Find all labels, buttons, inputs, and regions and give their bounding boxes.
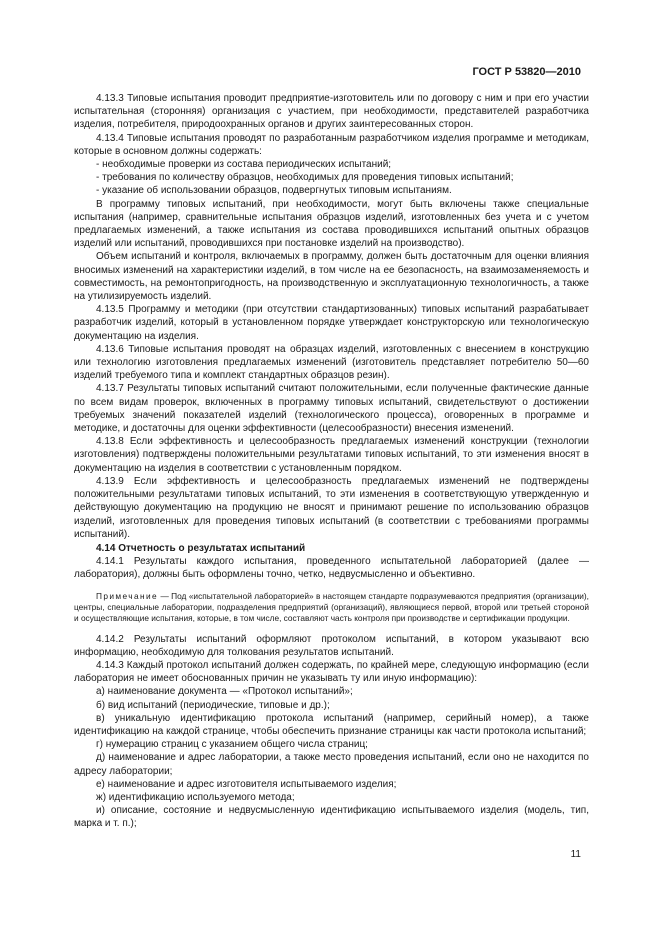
list-item: ж) идентификацию используемого метода; [96,791,295,803]
paragraph-4-13-3: 4.13.3 Типовые испытания проводит предприятие-изготовитель или по договору с ним и при его участии испытательная (сторонняя) организация с участием, при необходимости, представителей разработчика изделия, потребителя, природоохранных органов и других заинтересованных сторон. [74,93,589,131]
list-item: - требования по количеству образцов, необходимых для проведения типовых испытаний; [96,172,514,184]
list-item: е) наименование и адрес изготовителя испытываемого изделия; [96,778,397,790]
list-item: д) наименование и адрес лаборатории, а также место проведения испытаний, если оно не находится по адресу лаборатории; [74,752,589,777]
paragraph-4-14-2: 4.14.2 Результаты испытаний оформляют протоколом испытаний, в котором указывают всю информацию, необходимую для толкования результатов испытаний. [74,633,589,658]
paragraph-program-scope: В программу типовых испытаний, при необходимости, могут быть включены также специальные испытания (например, сравнительные испытания образцов изделий, изготовленных без учета и с учетом предлагаемых изменений, а также испытания из состава проводившихся испытаний опытных образцов изделий или испытаний, проводившихся при постановке изделий на производство). [74,198,589,250]
paragraph-4-13-6: 4.13.6 Типовые испытания проводят на образцах изделий, изготовленных с внесением в конструкцию или технологию изготовления предлагаемых изменений (изготовитель представляет потребителю 50—60 изделий требуемого типа и комплект стандартных образцов резин). [74,343,589,382]
list-item: - указание об использовании образцов, подвергнутых типовым испытаниям. [96,185,452,197]
list-item: б) вид испытаний (периодические, типовые и др.); [96,699,330,711]
paragraph-test-volume: Объем испытаний и контроля, включаемых в программу, должен быть достаточным для оценки влияния вносимых изменений на характеристики изделий, в том числе на ее безопасность, на взаимозаменяемость и совместимость, на ремонтопригодность, на производственную и эксплуатационную технологичность, а также на утилизируемость изделий. [74,251,589,303]
note [74,591,589,624]
document-body [74,92,589,831]
paragraph-4-13-8: 4.13.8 Если эффективность и целесообразность предлагаемых изменений конструкции (технологии изготовления) подтверждены положительными результатами типовых испытаний, то эти изменения вносят в документацию на изделия в соответствии с установленным порядком. [74,436,589,474]
document-id-header: ГОСТ Р 53820—2010 [472,66,581,78]
list-item: - необходимые проверки из состава периодических испытаний; [96,159,392,171]
paragraph-4-13-9: 4.13.9 Если эффективность и целесообразность предлагаемых изменений не подтверждены положительными результатами типовых испытаний, то эти изменения в соответствующую утвержденную и действующую документацию на продукцию не вносят и принимают решение по использованию образцов изделий, изготовленных для проведения типовых испытаний (в соответствии с требованиями программы испытаний). [74,475,589,540]
list-item: г) нумерацию страниц с указанием общего числа страниц; [96,739,368,751]
list-item: а) наименование документа — «Протокол испытаний»; [96,686,353,698]
list-item: в) уникальную идентификацию протокола испытаний (например, серийный номер), а также идентификацию на каждой странице, чтобы обеспечить признание страницы как части протокола испытаний; [74,712,589,737]
list-item: и) описание, состояние и недвусмысленную идентификацию испытываемого изделия (модель, тип, марка и т. п.); [74,805,589,830]
paragraph-4-14-1: 4.14.1 Результаты каждого испытания, проведенного испытательной лабораторией (далее — лаборатория), должны быть оформлены точно, четко, недвусмысленно и объективно. [74,556,589,581]
paragraph-4-13-5: 4.13.5 Программу и методики (при отсутствии стандартизованных) типовых испытаний разрабатывает разработчик изделий, который в установленном порядке утверждает конструкторскую или технологическую документацию на изделия. [74,304,589,342]
note-label: Примечание [96,590,159,601]
paragraph-4-14-3: 4.14.3 Каждый протокол испытаний должен содержать, по крайней мере, следующую информацию (если лаборатория не имеет обоснованных причин не указывать ту или иную информацию): [74,659,589,685]
page-number: 11 [570,849,581,860]
paragraph-4-13-7: 4.13.7 Результаты типовых испытаний считают положительными, если полученные фактические данные по всем видам проверок, включенных в программу типовых испытаний, свидетельствуют о достижении требуемых значений показателей изделий (технологического процесса), оговоренных в программе и методике, и достаточны для оценки эффективности (целесообразности) внесения изменений. [74,383,589,435]
paragraph-4-13-4: 4.13.4 Типовые испытания проводят по разработанным разработчиком изделия программе и методикам, которые в основном должны содержать: [74,132,589,157]
section-heading-4-14: 4.14 Отчетность о результатах испытаний [96,542,306,554]
note-text: — Под «испытательной лабораторией» в настоящем стандарте подразумеваются предприятия (организации), центры, специальные лаборатории, подразделения предприятий (организаций), являющиеся первой, второй или третьей стороной и осуществляющие испытания, которые, в том числе, составляют часть контроля при производстве и сертификации продукции. [74,590,589,623]
